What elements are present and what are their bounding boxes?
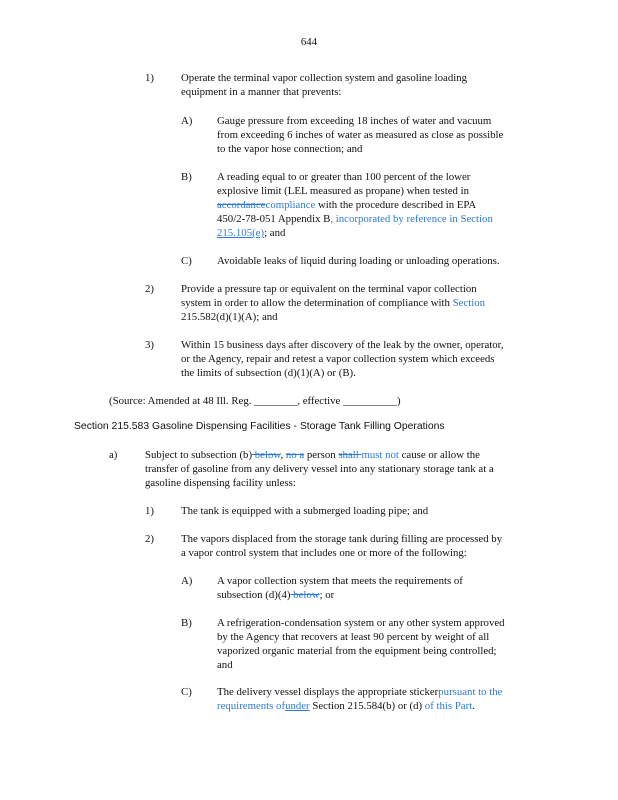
- item-A-line-2: from exceeding 6 inches of water as measured as close as possible: [217, 129, 504, 141]
- inserted-text: pursuant to the: [438, 686, 503, 698]
- subitem-label-A: A): [181, 575, 193, 587]
- subitem-2-line-2: a vapor control system that includes one or more of the following:: [181, 547, 467, 559]
- subitem-B-line-2: by the Agency that recovers at least 90 percent by weight of all: [217, 631, 490, 643]
- deleted-text: no a: [285, 449, 305, 461]
- item-3-line-1: Within 15 business days after discovery of the leak by the owner, operator,: [181, 339, 504, 351]
- subitem-B-line-1: A refrigeration-condensation system or any other system approved: [217, 617, 505, 629]
- subitem-B-line-4: and: [217, 659, 233, 671]
- subitem-label-C: C): [181, 686, 192, 698]
- item-1-line-2: equipment in a manner that prevents:: [181, 86, 342, 98]
- subsection-label-a: a): [109, 449, 118, 461]
- item-3-line-3: the limits of subsection (d)(1)(A) or (B).: [181, 367, 356, 379]
- deleted-text: below: [252, 449, 281, 461]
- text-run: with the procedure described in EPA: [315, 199, 477, 211]
- subitem-A-line-1: A vapor collection system that meets the requirements of: [217, 575, 463, 587]
- text-run: system in order to allow the determination of compliance with: [181, 297, 453, 309]
- text-run: 450/2-78-051 Appendix B: [217, 213, 331, 225]
- subitem-C-line-2: [217, 700, 475, 713]
- item-C-line-1: Avoidable leaks of liquid during loading or unloading operations.: [217, 255, 500, 267]
- item-2-line-1: Provide a pressure tap or equivalent on the terminal vapor collection: [181, 283, 477, 295]
- subitem-label-1: 1): [145, 505, 154, 517]
- inserted-text: requirements of: [217, 700, 286, 712]
- deleted-text: accordance: [217, 199, 266, 211]
- item-B-line-4: [217, 213, 493, 226]
- item-B-line-2: explosive limit (LEL measured as propane) when tested in: [217, 185, 470, 197]
- inserted-text: Section: [452, 297, 486, 309]
- text-run: Subject to subsection (b): [145, 449, 253, 461]
- section-heading: Section 215.583 Gasoline Dispensing Facilities - Storage Tank Filling Operations: [74, 421, 445, 432]
- subsection-a-line-3: gasoline dispensing facility unless:: [145, 477, 296, 489]
- item-2-line-3: 215.582(d)(1)(A); and: [181, 311, 278, 323]
- item-label-1: 1): [145, 72, 154, 84]
- item-3-line-2: or the Agency, repair and retest a vapor collection system which exceeds: [181, 353, 495, 365]
- text-run: cause or allow the: [398, 449, 480, 461]
- item-A-line-3: to the vapor hose connection; and: [217, 143, 363, 155]
- item-2-line-2: [181, 297, 485, 310]
- subitem-label-B: B): [181, 617, 192, 629]
- subitem-A-line-2: [217, 589, 334, 602]
- text-run: .: [472, 700, 475, 712]
- deleted-text: shall: [338, 449, 362, 461]
- subitem-C-line-1: [217, 686, 502, 699]
- item-1-line-1: Operate the terminal vapor collection system and gasoline loading: [181, 72, 468, 84]
- item-label-A: A): [181, 115, 193, 127]
- subitem-1-line-1: The tank is equipped with a submerged loading pipe; and: [181, 505, 429, 517]
- text-run: ; and: [264, 227, 286, 239]
- item-B-line-3: [217, 199, 476, 212]
- item-B-line-5: [217, 227, 285, 240]
- item-label-C: C): [181, 255, 192, 267]
- subitem-label-2: 2): [145, 533, 154, 545]
- section-link[interactable]: 215.105(e): [217, 227, 265, 239]
- source-note: (Source: Amended at 48 Ill. Reg. ________, effective __________): [109, 395, 401, 407]
- text-run: The delivery vessel displays the appropriate sticker: [217, 686, 439, 698]
- page-number: 644: [300, 36, 318, 48]
- item-label-3: 3): [145, 339, 154, 351]
- subsection-a-line-2: transfer of gasoline from any delivery vessel into any stationary storage tank at a: [145, 463, 494, 475]
- item-A-line-1: Gauge pressure from exceeding 18 inches of water and vacuum: [217, 115, 492, 127]
- text-run: ; or: [319, 589, 335, 601]
- text-run: subsection (d)(4): [217, 589, 291, 601]
- inserted-text: must not: [361, 449, 399, 461]
- inserted-text: compliance: [265, 199, 316, 211]
- inserted-text: , incorporated by reference in Section: [330, 213, 493, 225]
- inserted-text: of this Part: [422, 700, 473, 712]
- item-label-2: 2): [145, 283, 154, 295]
- item-B-line-1: A reading equal to or greater than 100 percent of the lower: [217, 171, 471, 183]
- text-run: person: [304, 449, 339, 461]
- subitem-2-line-1: The vapors displaced from the storage tank during filling are processed by: [181, 533, 503, 545]
- item-label-B: B): [181, 171, 192, 183]
- subsection-a-line-1: [145, 449, 480, 462]
- subitem-B-line-3: vaporized organic material from the equipment being controlled;: [217, 645, 497, 657]
- deleted-text: below: [290, 589, 320, 601]
- inserted-text: under: [285, 700, 310, 712]
- text-run: ,: [280, 449, 286, 461]
- text-run: Section 215.584(b) or (d): [309, 700, 423, 712]
